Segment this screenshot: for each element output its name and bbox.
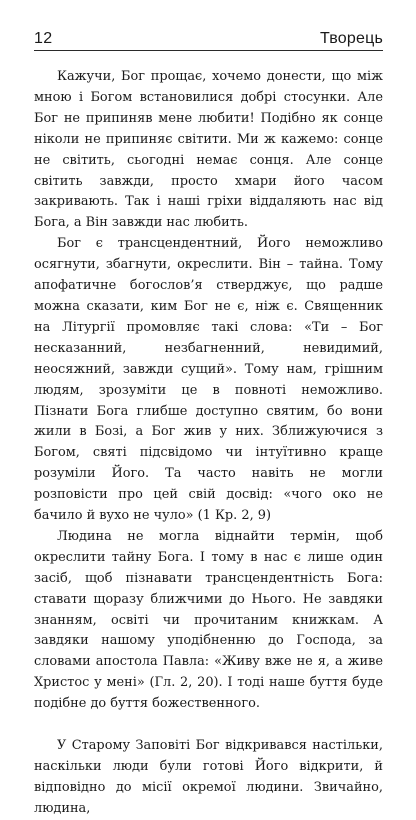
- running-title: Творець: [320, 30, 383, 47]
- paragraph: Кажучи, Бог прощає, хочемо донести, що між мною і Богом встановилися добрі стосунки. Але Бог не припиняв мене любити! Подібно як сонце ніколи не припиняє світити. Ми ж кажемо: сонце не світить, сьогодні немає сонця. Але сонце світить завжди, просто хмари його часом закривають. Так і наші гріхи віддаляють нас від Бога, а Він завжди нас любить.: [34, 69, 383, 231]
- body-text: [34, 67, 383, 820]
- paragraph: Бог є трансцендентний, Його неможливо осягнути, збагнути, окреслити. Він – тайна. Тому апофатичне богослов’я стверджує, що радше можна сказати, ким Бог не є, ніж є. Священник на Літургії промовляє такі слова: «Ти – Бог несказанний, незбагненний, невидимий, неосяжний, завжди сущий». Тому нам, грішним людям, зрозуміти це в повноті неможливо. Пізнати Бога глибше доступно святим, бо вони жили в Бозі, а Бог жив у них. Зближуючися з Богом, святі підсвідомо чи інтуїтивно краще розуміли Його. Та часто навіть не могли розповісти про цей свій досвід: «чого око не бачило й вухо не чуло» (1 Кр. 2, 9): [34, 236, 383, 524]
- paragraph: У Старому Заповіті Бог відкривався настільки, наскільки люди були готові Його відкрити, й відповідно до місії окремої людини. Звичайно, людина,: [34, 738, 383, 816]
- paragraph: Людина не могла віднайти термін, щоб окреслити тайну Бога. І тому в нас є лише один засіб, щоб пізнавати трансцендентність Бога: ставати щоразу ближчими до Нього. Не завдяки знанням, освіті чи прочитаним книжкам. А завдяки нашому уподібненню до Господа, за словами апостола Павла: «Живу вже не я, а живе Христос у мені» (Гл. 2, 20). І тоді наше буття буде подібне до буття божественного.: [34, 528, 383, 712]
- running-header: [34, 22, 383, 51]
- page-number: 12: [34, 30, 53, 47]
